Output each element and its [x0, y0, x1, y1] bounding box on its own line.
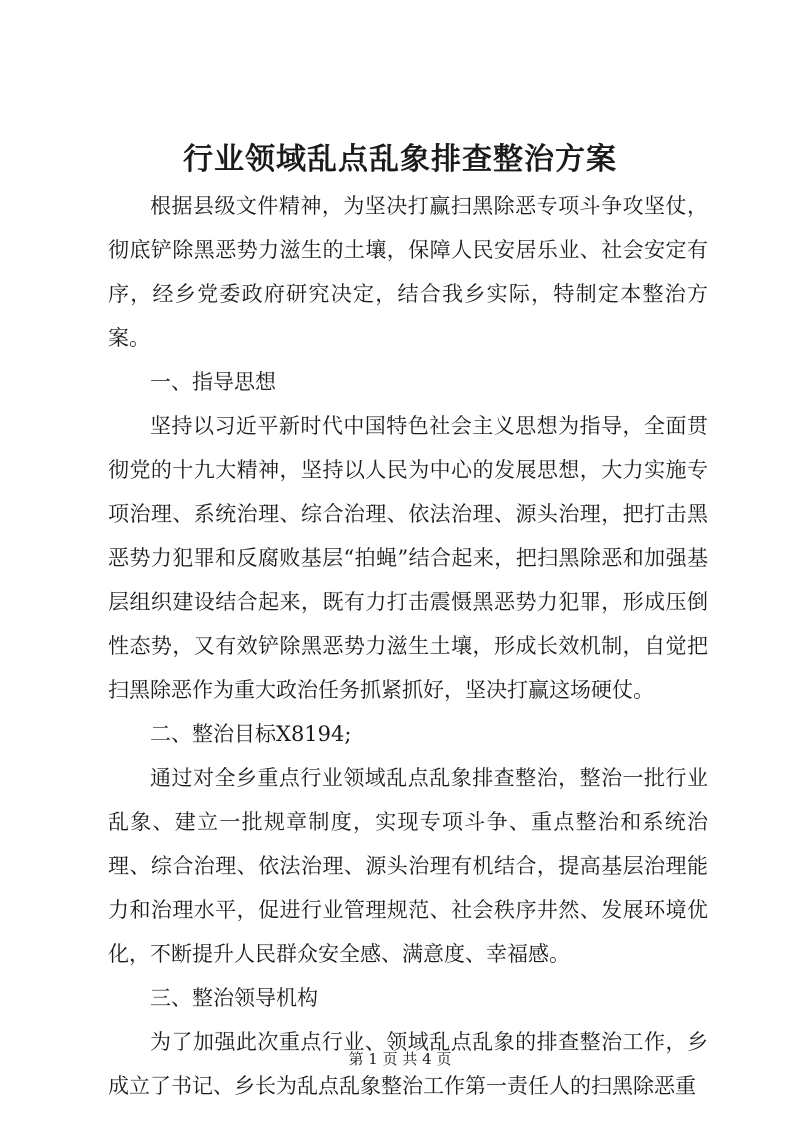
- section-heading-leadership: 三、整治领导机构: [150, 986, 318, 1010]
- document-body: [108, 184, 708, 1108]
- leadership-paragraph: 为了加强此次重点行业、领域乱点乱象的排查整治工作，乡成立了书记、乡长为乱点乱象整治工作第一责任人的扫黑除恶重: [108, 1030, 708, 1098]
- goals-paragraph: 通过对全乡重点行业领域乱点乱象排查整治，整治一批行业乱象、建立一批规章制度，实现专项斗争、重点整治和系统治理、综合治理、依法治理、源头治理有机结合，提高基层治理能力和治理水平，促进行业管理规范、社会秩序井然、发展环境优化，不断提升人民群众安全感、满意度、幸福感。: [108, 766, 708, 966]
- section-heading-guiding-thought: 一、指导思想: [150, 370, 276, 394]
- page-footer: 第 1 页 共 4 页: [348, 1050, 452, 1068]
- guiding-thought-paragraph: 坚持以习近平新时代中国特色社会主义思想为指导，全面贯彻党的十九大精神，坚持以人民为中心的发展思想，大力实施专项治理、系统治理、综合治理、依法治理、源头治理，把打击黑恶势力犯罪和反腐败基层“拍蝇”结合起来，把扫黑除恶和加强基层组织建设结合起来，既有力打击震慑黑恶势力犯罪，形成压倒性态势，又有效铲除黑恶势力滋生土壤，形成长效机制，自觉把扫黑除恶作为重大政治任务抓紧抓好，坚决打赢这场硬仗。: [108, 414, 708, 702]
- section-heading-goals: 二、整治目标X8194;: [150, 722, 352, 746]
- document-title: 行业领域乱点乱象排查整治方案: [183, 142, 617, 177]
- intro-paragraph: 根据县级文件精神，为坚决打赢扫黑除恶专项斗争攻坚仗，彻底铲除黑恶势力滋生的土壤，保障人民安居乐业、社会安定有序，经乡党委政府研究决定，结合我乡实际，特制定本整治方案。: [108, 194, 708, 350]
